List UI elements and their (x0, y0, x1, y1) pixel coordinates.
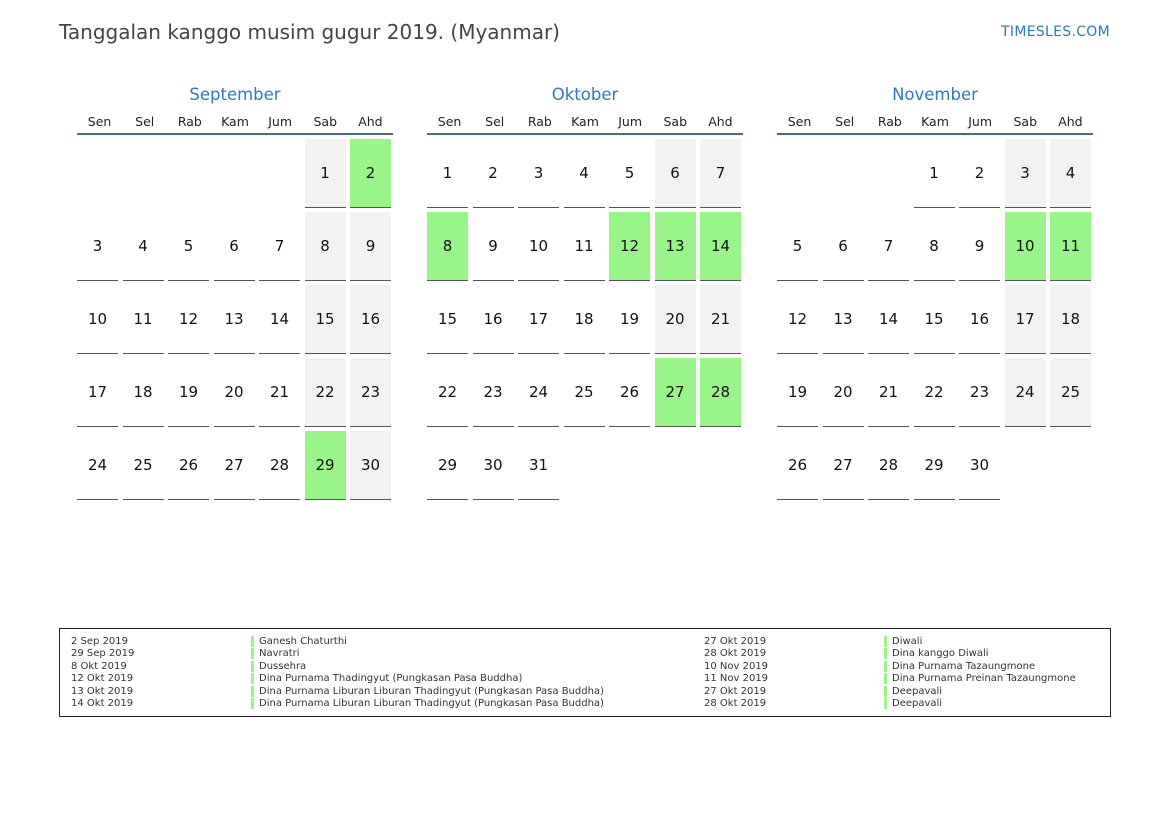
legend-holiday-name: Navratri (259, 648, 300, 660)
holiday-marker-icon (884, 698, 887, 709)
day-cell[interactable]: 21 (700, 285, 741, 354)
day-cell[interactable]: 20 (655, 285, 696, 354)
holiday-marker-icon (884, 648, 887, 659)
legend-date: 14 Okt 2019 (71, 698, 134, 710)
legend-holiday-name: Diwali (892, 635, 923, 647)
empty-day-cell (868, 139, 909, 208)
day-cell[interactable]: 19 (609, 285, 650, 354)
weekday-label: Sel (485, 114, 505, 129)
day-cell[interactable]: 18 (1050, 285, 1091, 354)
day-cell[interactable]: 17 (518, 285, 559, 354)
day-cell[interactable]: 12 (168, 285, 209, 354)
legend-date: 27 Okt 2019 (704, 635, 767, 647)
legend-row (704, 698, 1076, 711)
legend-date: 13 Okt 2019 (71, 685, 134, 697)
legend-row (704, 685, 1076, 698)
day-cell[interactable]: 9 (473, 212, 514, 281)
weekday-label: Ahd (358, 114, 383, 129)
holiday-day-cell[interactable]: 12 (609, 212, 650, 281)
day-cell[interactable]: 30 (959, 431, 1000, 500)
day-cell[interactable]: 2 (959, 139, 1000, 208)
day-cell[interactable]: 28 (259, 431, 300, 500)
weekday-label: Jum (618, 114, 643, 129)
day-cell[interactable]: 25 (564, 358, 605, 427)
day-cell[interactable]: 29 (914, 431, 955, 500)
holiday-legend (59, 628, 1111, 717)
day-cell[interactable]: 23 (350, 358, 391, 427)
weekday-label: Jum (268, 114, 293, 129)
weekday-label: Ahd (1058, 114, 1083, 129)
day-cell[interactable]: 1 (305, 139, 346, 208)
legend-date: 10 Nov 2019 (704, 660, 769, 672)
day-cell[interactable]: 24 (1005, 358, 1046, 427)
empty-day-cell (168, 139, 209, 208)
day-cell[interactable]: 23 (473, 358, 514, 427)
day-cell[interactable]: 4 (1050, 139, 1091, 208)
holiday-day-cell[interactable]: 14 (700, 212, 741, 281)
page-title: Tanggalan kanggo musim gugur 2019. (Myanmar) (59, 20, 560, 44)
day-cell[interactable]: 20 (823, 358, 864, 427)
holiday-marker-icon (251, 648, 254, 659)
weekday-label: Sab (1013, 114, 1038, 129)
day-cell[interactable]: 28 (868, 431, 909, 500)
day-cell[interactable]: 18 (123, 358, 164, 427)
day-cell[interactable]: 19 (777, 358, 818, 427)
day-cell[interactable]: 26 (168, 431, 209, 500)
day-cell[interactable]: 10 (77, 285, 118, 354)
day-cell[interactable]: 16 (959, 285, 1000, 354)
day-cell[interactable]: 1 (914, 139, 955, 208)
month-oktober (427, 84, 743, 500)
weekday-label: Sab (663, 114, 688, 129)
day-cell[interactable]: 19 (168, 358, 209, 427)
day-cell[interactable]: 16 (350, 285, 391, 354)
legend-holiday-name: Dina Purnama Thadingyut (Pungkasan Pasa Buddha) (259, 673, 523, 685)
day-grid (77, 139, 393, 500)
holiday-marker-icon (251, 686, 254, 697)
weekday-label: Jum (968, 114, 993, 129)
weekday-label: Rab (527, 114, 552, 129)
empty-day-cell (77, 139, 118, 208)
legend-row (704, 648, 1076, 661)
holiday-marker-icon (251, 636, 254, 647)
month-september (77, 84, 393, 500)
day-cell[interactable]: 6 (655, 139, 696, 208)
day-grid (777, 139, 1093, 500)
day-cell[interactable]: 17 (77, 358, 118, 427)
weekday-header (777, 115, 1093, 135)
legend-holiday-name: Dina kanggo Diwali (892, 648, 989, 660)
weekday-label: Ahd (708, 114, 733, 129)
brand-link[interactable]: TIMESLES.COM (1001, 24, 1110, 40)
day-cell[interactable]: 31 (518, 431, 559, 500)
legend-date: 28 Okt 2019 (704, 698, 767, 710)
day-cell[interactable]: 21 (259, 358, 300, 427)
day-cell[interactable]: 26 (777, 431, 818, 500)
day-cell[interactable]: 7 (259, 212, 300, 281)
day-cell[interactable]: 2 (473, 139, 514, 208)
legend-row (71, 648, 604, 661)
legend-date: 11 Nov 2019 (704, 673, 769, 685)
holiday-marker-icon (251, 673, 254, 684)
legend-row (704, 660, 1076, 673)
day-cell[interactable]: 18 (564, 285, 605, 354)
legend-row (71, 673, 604, 686)
legend-holiday-name: Dina Purnama Preinan Tazaungmone (892, 673, 1076, 685)
holiday-marker-icon (884, 636, 887, 647)
day-cell[interactable]: 23 (959, 358, 1000, 427)
day-cell[interactable]: 8 (305, 212, 346, 281)
empty-day-cell (777, 139, 818, 208)
day-cell[interactable]: 24 (77, 431, 118, 500)
day-cell[interactable]: 9 (350, 212, 391, 281)
legend-holiday-name: Dina Purnama Liburan Liburan Thadingyut (Pungkasan Pasa Buddha) (259, 698, 604, 710)
empty-day-cell (259, 139, 300, 208)
day-cell[interactable]: 15 (427, 285, 468, 354)
day-cell[interactable]: 21 (868, 358, 909, 427)
legend-date: 2 Sep 2019 (71, 635, 129, 647)
legend-row (71, 635, 604, 648)
holiday-marker-icon (884, 673, 887, 684)
holiday-marker-icon (884, 686, 887, 697)
day-cell[interactable]: 9 (959, 212, 1000, 281)
legend-row (71, 685, 604, 698)
day-cell[interactable]: 30 (350, 431, 391, 500)
day-cell[interactable]: 7 (700, 139, 741, 208)
weekday-label: Kam (221, 114, 249, 129)
weekday-header (427, 115, 743, 135)
day-cell[interactable]: 14 (259, 285, 300, 354)
day-cell[interactable]: 4 (123, 212, 164, 281)
empty-day-cell (123, 139, 164, 208)
legend-date: 12 Okt 2019 (71, 673, 134, 685)
legend-holiday-name: Ganesh Chaturthi (259, 635, 347, 647)
holiday-day-cell[interactable]: 2 (350, 139, 391, 208)
weekday-label: Sen (787, 114, 812, 129)
day-cell[interactable]: 6 (214, 212, 255, 281)
month-title: September (189, 85, 281, 104)
day-cell[interactable]: 14 (868, 285, 909, 354)
day-cell[interactable]: 3 (1005, 139, 1046, 208)
legend-row (71, 698, 604, 711)
month-title: Oktober (551, 85, 619, 104)
day-cell[interactable]: 3 (77, 212, 118, 281)
day-cell[interactable]: 7 (868, 212, 909, 281)
holiday-day-cell[interactable]: 28 (700, 358, 741, 427)
legend-date: 28 Okt 2019 (704, 648, 767, 660)
day-cell[interactable]: 26 (609, 358, 650, 427)
day-cell[interactable]: 27 (823, 431, 864, 500)
holiday-day-cell[interactable]: 13 (655, 212, 696, 281)
legend-row (71, 660, 604, 673)
holiday-marker-icon (251, 698, 254, 709)
day-cell[interactable]: 27 (214, 431, 255, 500)
holiday-marker-icon (884, 661, 887, 672)
day-cell[interactable]: 1 (427, 139, 468, 208)
day-cell[interactable]: 11 (123, 285, 164, 354)
month-november (777, 84, 1093, 500)
day-cell[interactable]: 5 (168, 212, 209, 281)
legend-date: 27 Okt 2019 (704, 685, 767, 697)
legend-date: 8 Okt 2019 (71, 660, 127, 672)
day-cell[interactable]: 22 (305, 358, 346, 427)
legend-row (704, 635, 1076, 648)
weekday-label: Rab (877, 114, 902, 129)
day-cell[interactable]: 17 (1005, 285, 1046, 354)
day-cell[interactable]: 8 (914, 212, 955, 281)
day-cell[interactable]: 20 (214, 358, 255, 427)
weekday-label: Kam (571, 114, 599, 129)
day-cell[interactable]: 10 (518, 212, 559, 281)
holiday-marker-icon (251, 661, 254, 672)
day-cell[interactable]: 13 (823, 285, 864, 354)
legend-holiday-name: Deepavali (892, 685, 943, 697)
weekday-label: Sen (437, 114, 462, 129)
day-cell[interactable]: 15 (914, 285, 955, 354)
day-cell[interactable]: 12 (777, 285, 818, 354)
weekday-label: Sel (135, 114, 155, 129)
legend-holiday-name: Dina Purnama Tazaungmone (892, 660, 1036, 672)
day-cell[interactable]: 24 (518, 358, 559, 427)
day-cell[interactable]: 16 (473, 285, 514, 354)
legend-holiday-name: Deepavali (892, 698, 943, 710)
day-cell[interactable]: 4 (564, 139, 605, 208)
weekday-label: Sab (313, 114, 338, 129)
day-grid (427, 139, 743, 500)
day-cell[interactable]: 5 (777, 212, 818, 281)
weekday-label: Rab (177, 114, 202, 129)
legend-column-left (71, 635, 604, 710)
legend-row (704, 673, 1076, 686)
day-cell[interactable]: 15 (305, 285, 346, 354)
day-cell[interactable]: 3 (518, 139, 559, 208)
holiday-day-cell[interactable]: 27 (655, 358, 696, 427)
weekday-label: Sen (87, 114, 112, 129)
day-cell[interactable]: 6 (823, 212, 864, 281)
day-cell[interactable]: 25 (1050, 358, 1091, 427)
month-title: November (892, 85, 978, 104)
day-cell[interactable]: 11 (564, 212, 605, 281)
weekday-label: Sel (835, 114, 855, 129)
day-cell[interactable]: 25 (123, 431, 164, 500)
holiday-day-cell[interactable]: 29 (305, 431, 346, 500)
empty-day-cell (214, 139, 255, 208)
legend-date: 29 Sep 2019 (71, 648, 135, 660)
legend-holiday-name: Dussehra (259, 660, 307, 672)
holiday-day-cell[interactable]: 8 (427, 212, 468, 281)
day-cell[interactable]: 5 (609, 139, 650, 208)
holiday-day-cell[interactable]: 10 (1005, 212, 1046, 281)
day-cell[interactable]: 13 (214, 285, 255, 354)
weekday-header (77, 115, 393, 135)
legend-column-right (704, 635, 1076, 710)
day-cell[interactable]: 29 (427, 431, 468, 500)
holiday-day-cell[interactable]: 11 (1050, 212, 1091, 281)
empty-day-cell (823, 139, 864, 208)
day-cell[interactable]: 30 (473, 431, 514, 500)
day-cell[interactable]: 22 (427, 358, 468, 427)
legend-holiday-name: Dina Purnama Liburan Liburan Thadingyut (Pungkasan Pasa Buddha) (259, 685, 604, 697)
weekday-label: Kam (921, 114, 949, 129)
day-cell[interactable]: 22 (914, 358, 955, 427)
